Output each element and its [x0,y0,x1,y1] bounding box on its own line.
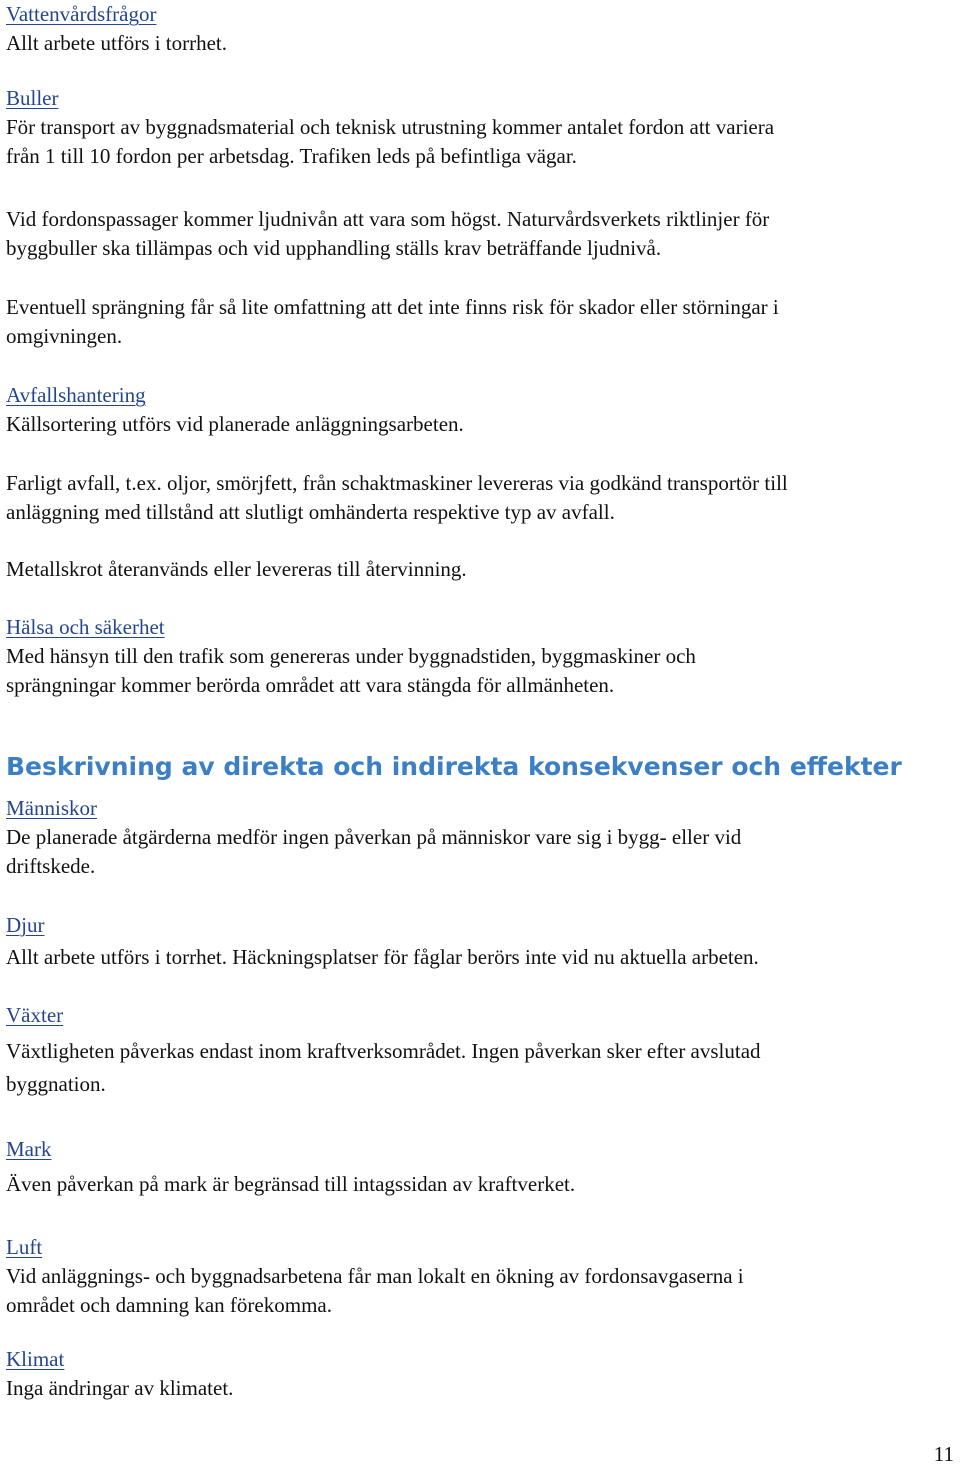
section-heading: Luft [6,1235,43,1259]
paragraph [6,469,954,527]
section-heading: Klimat [6,1347,65,1371]
paragraph-line: Farligt avfall, t.ex. oljor, smörjfett, från schaktmaskiner levereras via godkänd transportör till [6,471,788,495]
paragraph-line: från 1 till 10 fordon per arbetsdag. Trafiken leds på befintliga vägar. [6,144,577,168]
section-buller [6,84,954,171]
section-vaxter [6,1001,954,1099]
section-mark [6,1135,954,1199]
paragraph-line: De planerade åtgärderna medför ingen påverkan på människor vare sig i bygg- eller vid [6,825,742,849]
paragraph-line: Vid anläggnings- och byggnadsarbetena får man lokalt en ökning av fordonsavgaserna i [6,1264,744,1288]
section-heading: Djur [6,913,45,937]
paragraph-line: Metallskrot återanvänds eller levereras till återvinning. [6,557,467,581]
paragraph-line: Vid fordonspassager kommer ljudnivån att vara som högst. Naturvårdsverkets riktlinjer för [6,207,770,231]
paragraph [6,205,954,263]
section-heading: Vattenvårdsfrågor [6,2,157,26]
section-heading: Mark [6,1137,52,1161]
paragraph-line: driftskede. [6,854,96,878]
paragraph-line: Växtligheten påverkas endast inom kraftverksområdet. Ingen påverkan sker efter avslutad [6,1039,761,1063]
section-djur [6,911,954,972]
paragraph-line: Inga ändringar av klimatet. [6,1376,234,1400]
paragraph-line: omgivningen. [6,324,123,348]
paragraph-line: byggnation. [6,1072,106,1096]
section-heading: Hälsa och säkerhet [6,615,165,639]
paragraph-line: Eventuell sprängning får så lite omfattning att det inte finns risk för skador eller störningar i [6,295,779,319]
paragraph-line: området och damning kan förekomma. [6,1293,332,1317]
section-heading: Människor [6,796,97,820]
paragraph-line: sprängningar kommer berörda området att vara stängda för allmänheten. [6,673,615,697]
section-avfall [6,381,954,439]
page-number: 11 [933,1442,954,1466]
paragraph-line: Med hänsyn till den trafik som genereras under byggnadstiden, byggmaskiner och [6,644,696,668]
section-manniskor [6,794,954,881]
section-heading: Avfallshantering [6,383,146,407]
section-halsa [6,613,954,700]
paragraph-line: Allt arbete utförs i torrhet. [6,31,228,55]
section-heading: Buller [6,86,59,110]
paragraph-line: För transport av byggnadsmaterial och teknisk utrustning kommer antalet fordon att variera [6,115,775,139]
paragraph-line: byggbuller ska tillämpas och vid upphandling ställs krav beträffande ljudnivå. [6,236,662,260]
section-klimat [6,1345,954,1403]
paragraph-line: Källsortering utförs vid planerade anläggningsarbeten. [6,412,464,436]
main-heading: Beskrivning av direkta och indirekta konsekvenser och effekter [6,752,902,781]
section-heading: Växter [6,1003,64,1027]
paragraph-line: Även påverkan på mark är begränsad till intagssidan av kraftverket. [6,1172,576,1196]
paragraph [6,293,954,351]
paragraph-line: Allt arbete utförs i torrhet. Häckningsplatser för fåglar berörs inte vid nu aktuella arbeten. [6,945,759,969]
paragraph [6,555,954,584]
section-vattenvard [6,0,954,58]
section-luft [6,1233,954,1320]
paragraph-line: anläggning med tillstånd att slutligt omhänderta respektive typ av avfall. [6,500,615,524]
